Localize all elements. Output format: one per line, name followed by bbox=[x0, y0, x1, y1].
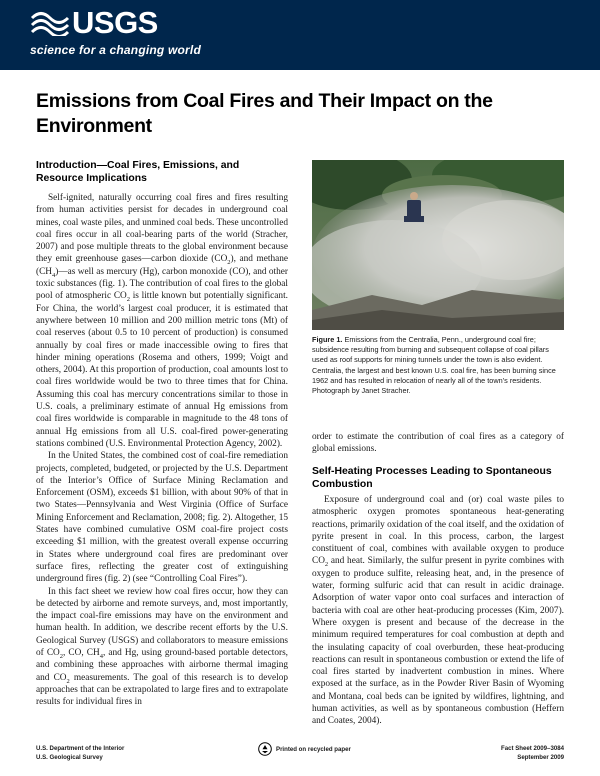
fact-sheet-date: September 2009 bbox=[517, 753, 564, 761]
footer-fact-sheet bbox=[501, 745, 564, 762]
footer-survey: U.S. Geological Survey bbox=[36, 753, 103, 761]
usgs-banner bbox=[0, 0, 600, 70]
intro-paragraph-2: In the United States, the combined cost of coal-fire remediation projects, completed, budgeted, or projected by the U.S. Department of the Interior’s Office of Surface Mining Reclamation and Enforcement (OSM), exceeds $1 billion, with about 90% of that in two States—Pennsylvania and West Virginia (Office of Surface Mining Enforcement and Reclamation, 2008; fig. 2). Altogether, 15 States have combined cumulative OSM coal-fire project costs exceeding $1 million, with the greatest overall expense occurring in States where underground coal fires are predominant over surface fires, reflecting the greater cost of extinguishing underground fires (fig. 2) (see “Controlling Coal Fires”). bbox=[36, 451, 288, 585]
figure-1-photo bbox=[312, 160, 564, 330]
coal-fire-photo-illustration bbox=[312, 160, 564, 330]
intro-paragraph-3: In this fact sheet we review how coal fires occur, how they can be detected by airborne and remote surveys, and, most importantly, the impact coal-fire emissions may have on the environment and human health. In addition, we describe recent efforts by the U.S. Geological Survey (USGS) and collaborators to measure emissions of $CO_2$, CO, $CH_4$, and Hg, using ground-based portable detectors, and combining these approaches with airborne thermal imaging and $CO_2$ measurements. The goal of this research is to develop approaches that can be extrapolated to large fires and to extrapolate results for individual fires in bbox=[36, 586, 289, 708]
self-heating-paragraph: Exposure of underground coal and (or) coal waste piles to atmospheric oxygen promotes spontaneous heat-generating reactions, primarily oxidation of the coal itself, and the oxidation of pyrite present in coal. In this process, carbon, the largest constituent of coal, combines with available oxygen to produce $CO_2$ and heat. Similarly, the sulfur present in pyrite combines with oxygen to produce sulfite, releasing heat, and, in the presence of water, forming sulfuric acid that can result in acidic drainage. Adsorption of water vapor onto coal surfaces and interaction of bacteria with coal are other heat-producing processes (Kim, 2007). Where oxygen is present and because of the decrease in the minimum required temperatures for coal combustion at depth and the insulating capacity of coal overburden, these heat-producing reactions can result in spontaneous combustion or extend the life of coal fires started by inadvertent combustion in mines. Where exposed at the surface, as in the Powder River Basin of Wyoming and Montana, coal beds can be ignited by wildfires, lightning, and human activities, as well as by spontaneous combustion (Heffern and Coates, 2004). bbox=[312, 495, 564, 727]
footer-agency bbox=[36, 745, 124, 762]
recycled-label: Printed on recycled paper bbox=[276, 746, 351, 753]
intro-continuation: order to estimate the contribution of coal fires as a category of global emissions. bbox=[312, 432, 564, 455]
page-title: Emissions from Coal Fires and Their Impact on the Environment bbox=[36, 90, 493, 137]
page-footer bbox=[36, 745, 564, 769]
usgs-logo-text: USGS bbox=[72, 5, 158, 40]
right-column-continuation bbox=[312, 431, 564, 456]
figure-1-caption bbox=[312, 335, 564, 396]
fact-sheet-number: Fact Sheet 2009–3084 bbox=[500, 745, 564, 752]
figure-label: Figure 1. bbox=[312, 335, 343, 344]
figure-caption-text: Emissions from the Centralia, Penn., underground coal fire; subsidence resulting from burning and subsequent collapse of coal pillars used as roof supports for mining tunnels under the town is also evident. Centralia, the largest and best known U.S. coal fire, has been burning since 1962 and has resulted in relocation of nearly all of the town’s residents. Photograph by Janet Stracher. bbox=[312, 335, 556, 396]
intro-paragraph-1: Self-ignited, naturally occurring coal fires and fires resulting from human activities persist for decades in underground coal mines, coal waste piles, and unmined coal beds. These uncontrolled coal fires occur in all coal-bearing parts of the world (Stracher, 2007) and pose multiple threats to the global environment because they emit greenhouse gases—carbon dioxide $(CO_2)$, and methane $(CH_4)—as$ well as mercury (Hg), carbon monoxide (CO), and other toxic substances (fig. 1). The contribution of coal fires to the global pool of atmospheric $CO_2$ is little known but potentially significant. For China, the world’s largest coal producer, it is estimated that anywhere between 10 million and 200 million metric tons (Mt) of coal reserves (about 0.5 to 10 percent of production) is consumed annually by coal fires or made inaccessible owing to fires that hinder mining operations (Rosema and others, 1999; Voigt and others, 2004). At this proportion of production, coal amounts lost to coal fires worldwide would be two to three times that for China. Assuming this coal has mercury concentrations similar to those in U.S. coals, a preliminary estimate of annual Hg emissions from coal fires worldwide is comparable in magnitude to the 48 tons of annual Hg emissions from all U.S. coal-fired power-generating stations combined (U.S. Environmental Protection Agency, 2002). bbox=[36, 193, 288, 449]
footer-dept: U.S. Department of the Interior bbox=[36, 745, 125, 752]
self-heating-heading: Self-Heating Processes Leading to Spontaneous Combustion bbox=[312, 466, 552, 490]
intro-heading: Introduction—Coal Fires, Emissions, and Resource Implications bbox=[36, 160, 240, 184]
usgs-tagline: science for a changing world bbox=[30, 43, 201, 57]
recycle-icon bbox=[258, 742, 272, 756]
left-column bbox=[36, 192, 288, 708]
usgs-wave-logo-icon bbox=[30, 10, 70, 36]
right-column bbox=[312, 494, 564, 728]
